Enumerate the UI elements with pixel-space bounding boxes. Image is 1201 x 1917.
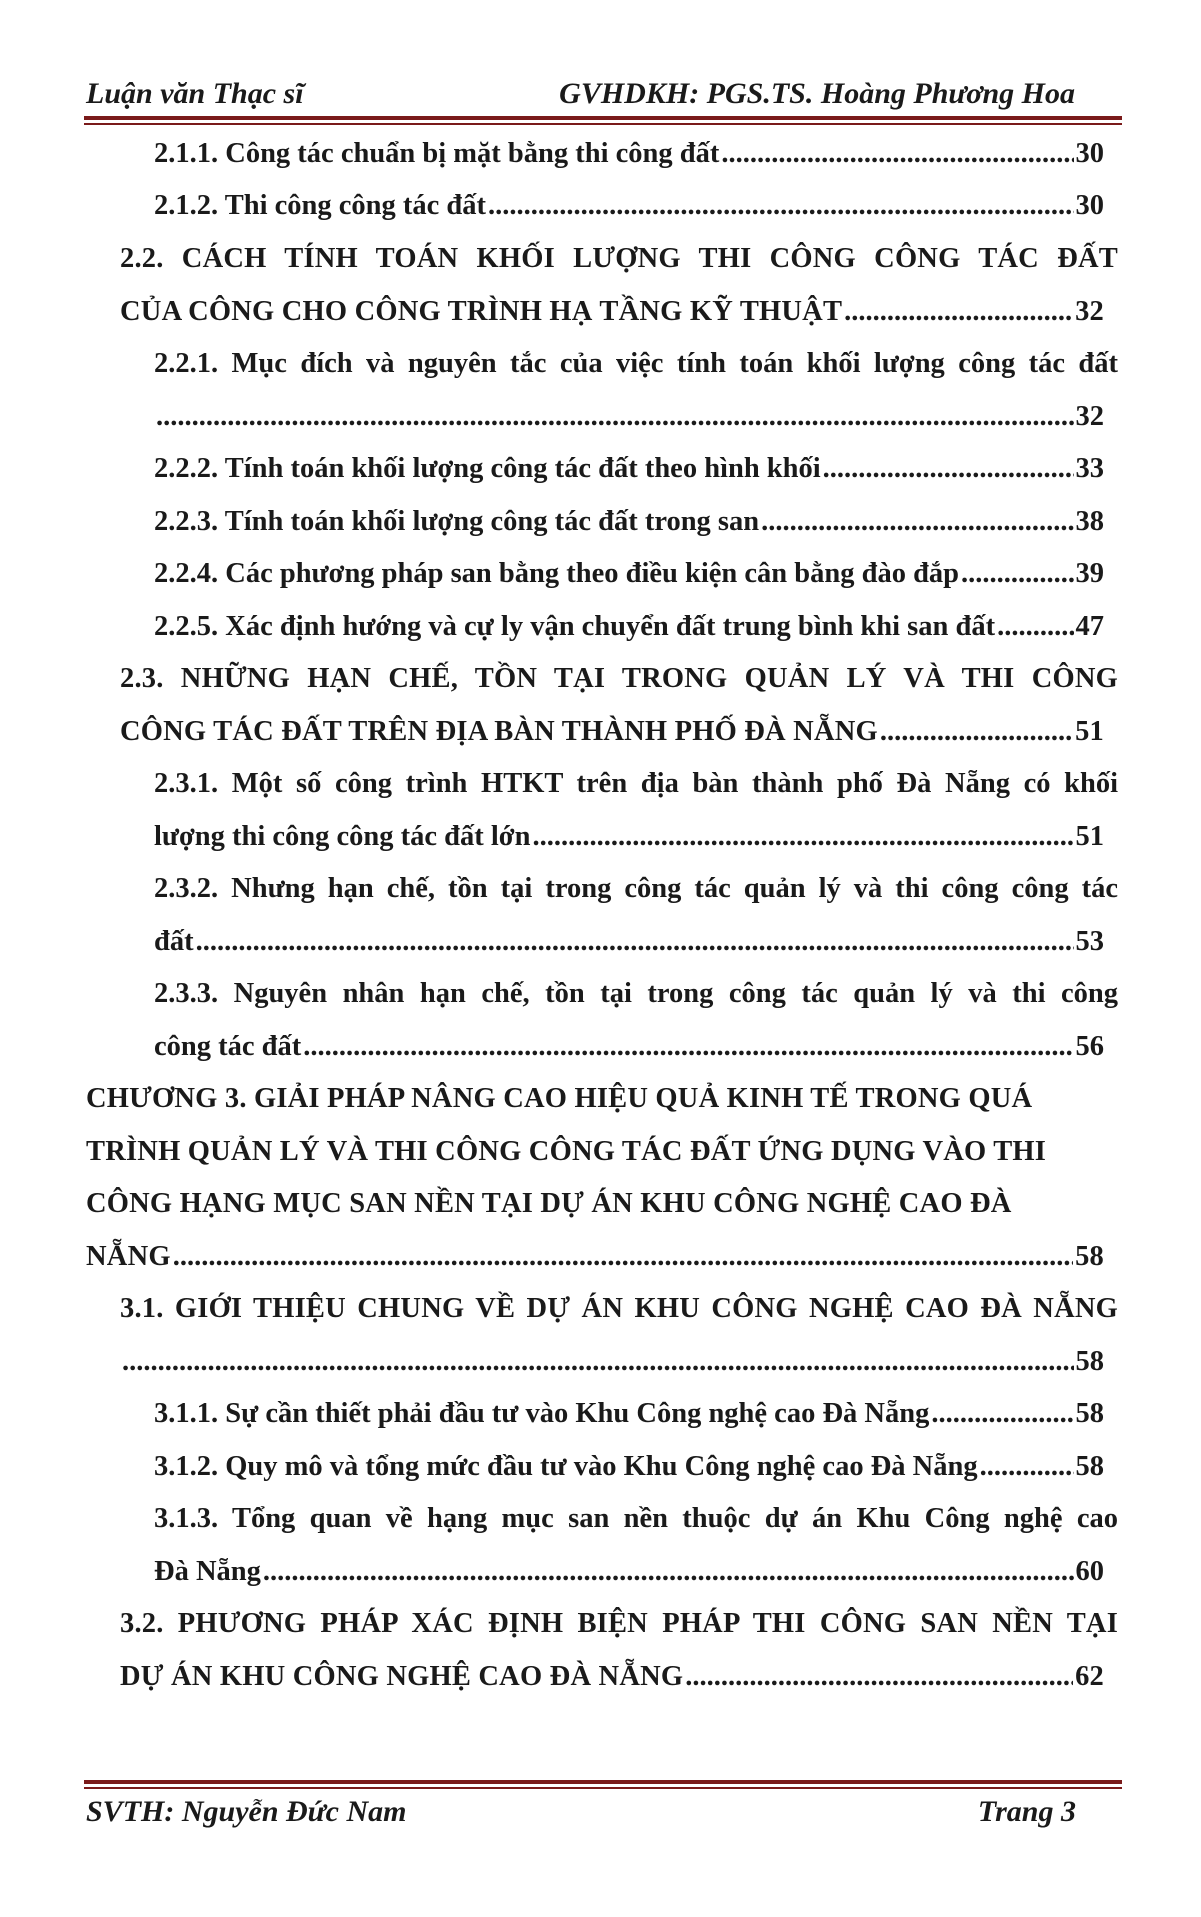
toc-entry-wrap: 2.3.2. Nhưng hạn chế, tồn tại trong công tác quản lý và thi công công tác xyxy=(154,873,1118,904)
toc-entry: 3.1.2. Quy mô và tổng mức đầu tư vào Khu Công nghệ cao Đà Nẵng ..... 58 xyxy=(154,1441,1104,1493)
header-rule-thick xyxy=(84,116,1122,120)
toc-entry: CÔNG TÁC ĐẤT TRÊN ĐỊA BÀN THÀNH PHỐ ĐÀ NẴNG ..... 51 xyxy=(120,706,1104,758)
toc-entry: 2.2.2. Tính toán khối lượng công tác đất theo hình khối ..... 33 xyxy=(154,443,1104,495)
toc-entry: đất ..... 53 xyxy=(154,916,1104,968)
chapter-title-line: CÔNG HẠNG MỤC SAN NỀN TẠI DỰ ÁN KHU CÔNG NGHỆ CAO ĐÀ xyxy=(86,1188,1012,1219)
toc-entry: NẴNG ..... 58 xyxy=(86,1231,1104,1283)
toc-entry-wrap: 3.1. GIỚI THIỆU CHUNG VỀ DỰ ÁN KHU CÔNG NGHỆ CAO ĐÀ NẴNG xyxy=(120,1293,1118,1324)
footer-rule-thin xyxy=(84,1787,1122,1789)
toc-entry: CỦA CÔNG CHO CÔNG TRÌNH HẠ TẦNG KỸ THUẬT ..... 32 xyxy=(120,286,1104,338)
toc-entry-wrap: 2.2.1. Mục đích và nguyên tắc của việc tính toán khối lượng công tác đất xyxy=(154,348,1118,379)
toc-entry: công tác đất ..... 56 xyxy=(154,1021,1104,1073)
toc-entry: 2.2.3. Tính toán khối lượng công tác đất trong san ..... 38 xyxy=(154,496,1104,548)
toc-entry-wrap: 2.2. CÁCH TÍNH TOÁN KHỐI LƯỢNG THI CÔNG CÔNG TÁC ĐẤT xyxy=(120,243,1118,274)
chapter-title-line: TRÌNH QUẢN LÝ VÀ THI CÔNG CÔNG TÁC ĐẤT ỨNG DỤNG VÀO THI xyxy=(86,1136,1047,1167)
toc-entry: 3.1.1. Sự cần thiết phải đầu tư vào Khu Công nghệ cao Đà Nẵng ..... 58 xyxy=(154,1388,1104,1440)
chapter-title-line: CHƯƠNG 3. GIẢI PHÁP NÂNG CAO HIỆU QUẢ KINH TẾ TRONG QUÁ xyxy=(86,1083,1033,1114)
toc-entry: Đà Nẵng ..... 60 xyxy=(154,1546,1104,1598)
toc-entry-wrap: 2.3.3. Nguyên nhân hạn chế, tồn tại trong công tác quản lý và thi công xyxy=(154,978,1118,1009)
toc-entry: ..... 58 xyxy=(120,1336,1104,1388)
toc-entry-wrap: 2.3. NHỮNG HẠN CHẾ, TỒN TẠI TRONG QUẢN LÝ VÀ THI CÔNG xyxy=(120,663,1118,694)
footer-student: SVTH: Nguyễn Đức Nam xyxy=(86,1795,407,1828)
toc-entry: 2.1.2. Thi công công tác đất ..... 30 xyxy=(154,180,1104,232)
header-rule-thin xyxy=(84,123,1122,125)
toc-entry-wrap: 2.3.1. Một số công trình HTKT trên địa bàn thành phố Đà Nẵng có khối xyxy=(154,768,1118,799)
toc-entry: ..... 32 xyxy=(154,391,1104,443)
toc-entry: lượng thi công công tác đất lớn ..... 51 xyxy=(154,811,1104,863)
toc-entry-wrap: 3.2. PHƯƠNG PHÁP XÁC ĐỊNH BIỆN PHÁP THI CÔNG SAN NỀN TẠI xyxy=(120,1608,1118,1639)
footer-page-number: Trang 3 xyxy=(977,1795,1076,1828)
toc-entry: 2.2.5. Xác định hướng và cự ly vận chuyển đất trung bình khi san đất ..... 47 xyxy=(154,601,1104,653)
toc-entry: 2.2.4. Các phương pháp san bằng theo điều kiện cân bằng đào đắp ..... 39 xyxy=(154,548,1104,600)
toc-entry: DỰ ÁN KHU CÔNG NGHỆ CAO ĐÀ NẴNG ..... 62 xyxy=(120,1651,1104,1703)
toc-entry-wrap: 3.1.3. Tổng quan về hạng mục san nền thuộc dự án Khu Công nghệ cao xyxy=(154,1503,1118,1534)
footer-rule-thick xyxy=(84,1780,1122,1784)
header-thesis-type: Luận văn Thạc sĩ xyxy=(86,77,304,110)
header-supervisor: GVHDKH: PGS.TS. Hoàng Phương Hoa xyxy=(559,77,1075,110)
toc-entry: 2.1.1. Công tác chuẩn bị mặt bằng thi công đất ..... 30 xyxy=(154,128,1104,180)
